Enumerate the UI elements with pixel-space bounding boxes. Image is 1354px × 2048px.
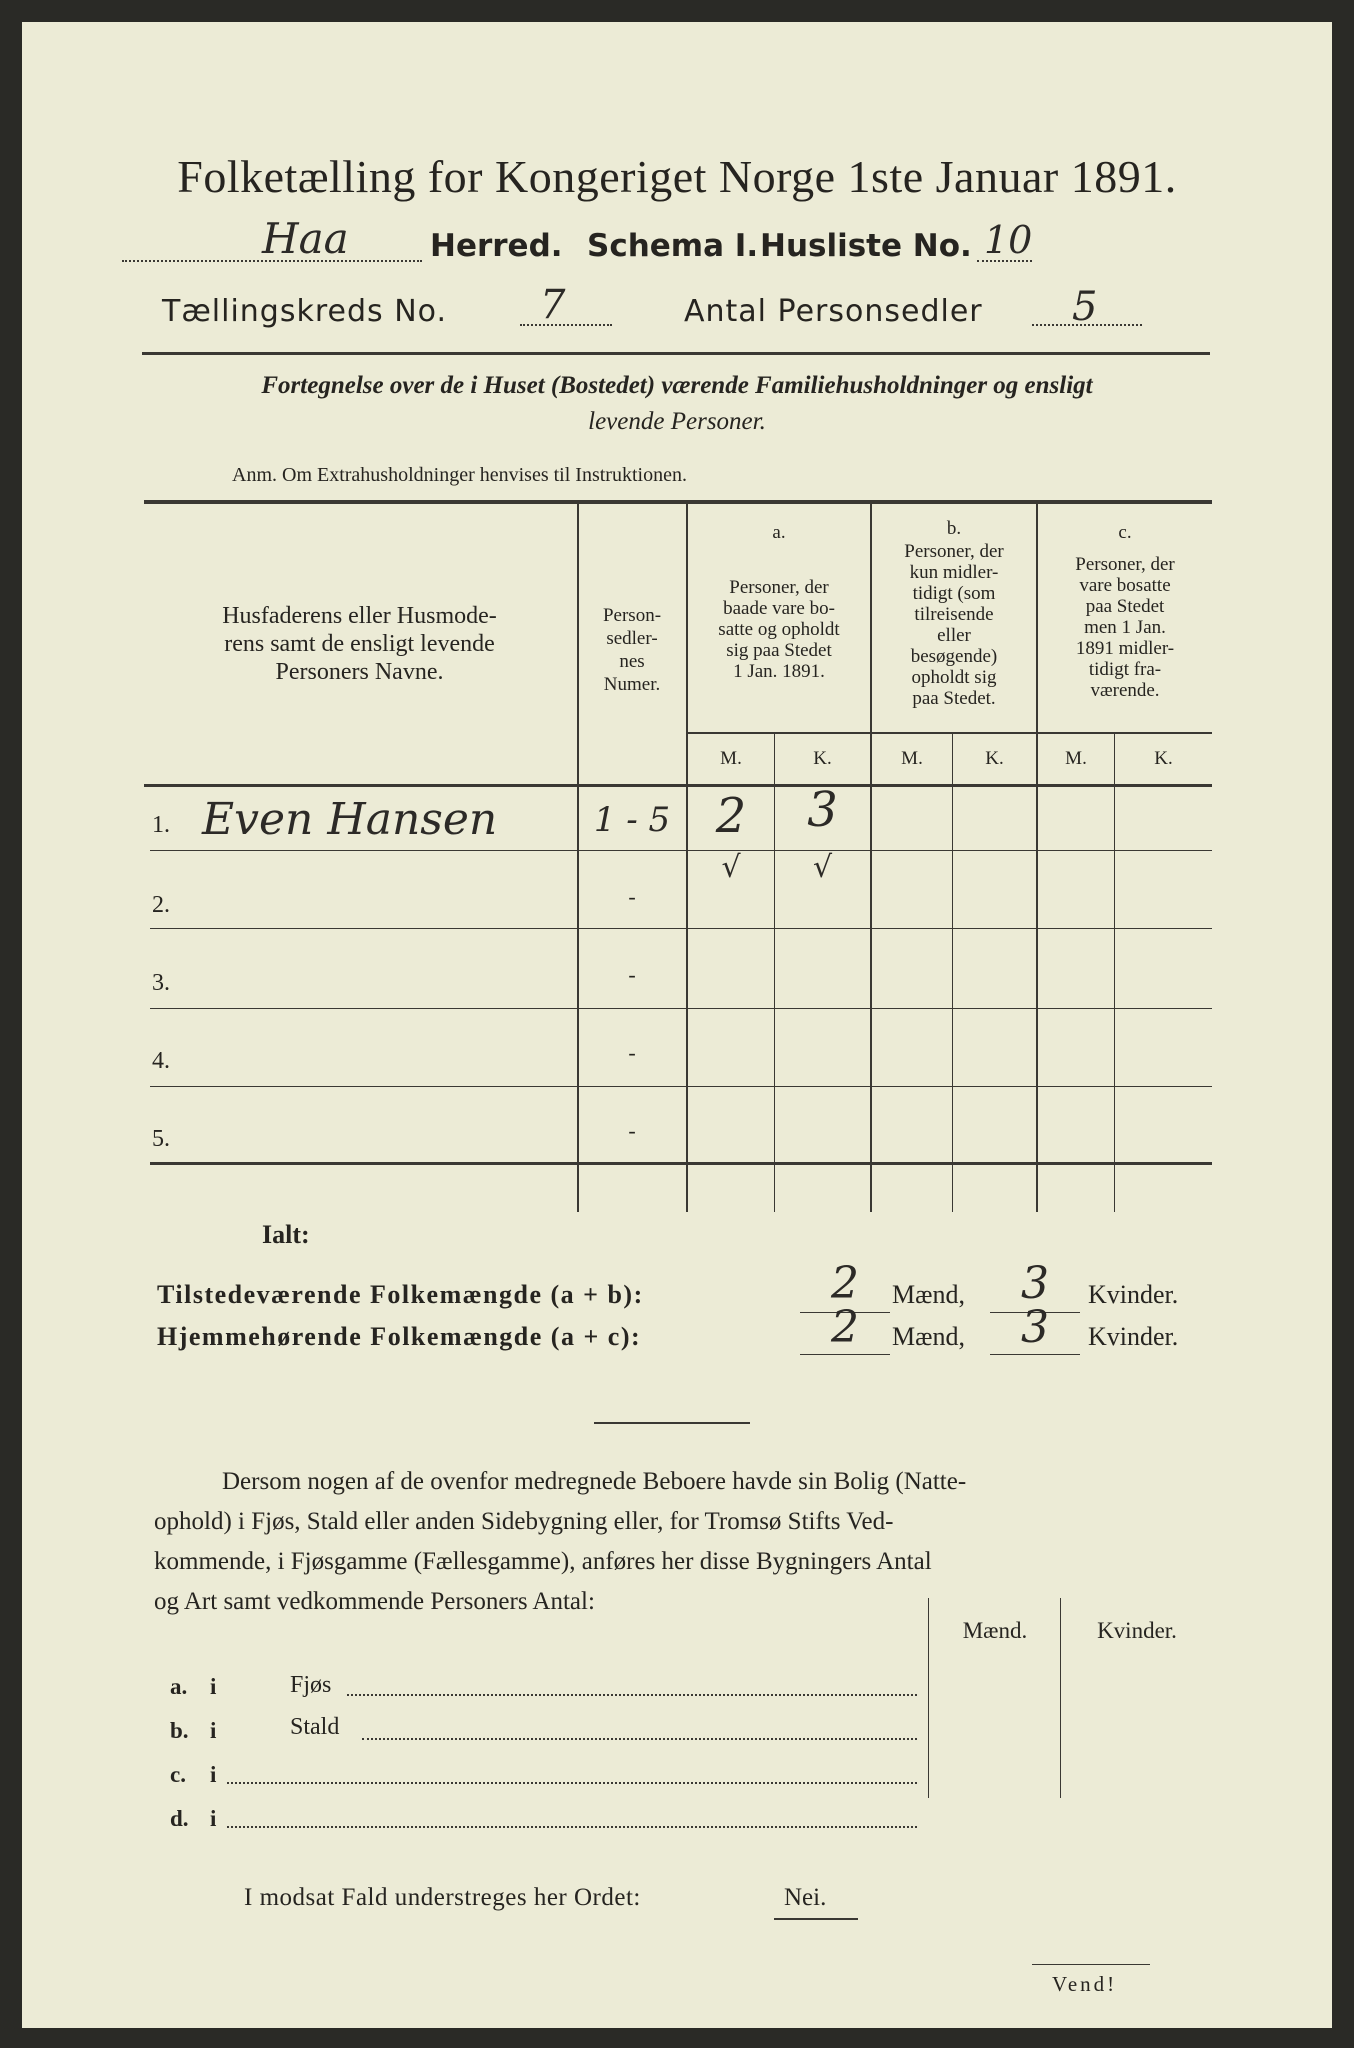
census-form-page [22,22,1332,2028]
col-b-letter: b. [946,518,962,539]
k-label: K. [985,748,1004,769]
k-label: K. [813,748,832,769]
building-letter: d. [170,1806,189,1831]
husliste-label: Husliste No. [760,228,972,264]
buildings-maend-header: Mænd. [962,1618,1028,1643]
building-label: Fjøs [290,1672,332,1698]
hjemme-maend-line [800,1354,890,1355]
paragraph-line: Dersom nogen af de ovenfor medregnede Beboere havde sin Bolig (Natte- [222,1468,967,1495]
row-rule [150,1086,1212,1087]
tilstede-maend: 2 [831,1258,859,1309]
kreds-label: Tællingskreds No. [162,294,447,329]
m-label: M. [1065,748,1087,769]
row-numer: - [628,1118,636,1143]
hjemme-kvinder-line [990,1354,1080,1355]
building-i: i [210,1806,217,1831]
section-separator [594,1422,750,1424]
maend-label: Mænd, [892,1280,965,1309]
row-number: 1. [152,812,170,838]
building-i: i [210,1718,217,1743]
building-letter: b. [170,1718,189,1743]
ialt-label: Ialt: [262,1220,310,1249]
row-name: Even Hansen [202,794,498,845]
col-c-letter: c. [1118,522,1132,543]
antal-value: 5 [1072,284,1098,330]
building-letter: c. [170,1762,186,1787]
col-numer-header: Person- sedler- nes Numer. [602,605,662,695]
col-a-letter: a. [772,522,786,543]
paragraph-line: kommende, i Fjøsgamme (Fællesgamme), anføres her disse Bygningers Antal [154,1548,932,1575]
vend-text: Vend! [1052,1972,1118,1996]
building-dotline [362,1738,917,1740]
mk-rule [686,732,1212,734]
kreds-dotline [520,324,612,326]
vend-rule [1032,1964,1150,1965]
herred-label: Herred. [430,228,563,264]
intro-line2: levende Personer. [588,408,766,435]
kreds-value: 7 [540,282,566,328]
building-dotline [227,1826,917,1828]
col-c-header: Personer, der vare bosatte paa Stedet men 1 Jan. 1891 midler- tidigt fra- værende. [1075,554,1175,701]
building-dotline [227,1782,917,1784]
kvinder-label: Kvinder. [1088,1322,1179,1351]
row-rule [150,928,1212,929]
row-numer: - [628,1040,636,1065]
check-mark: √ [721,850,741,885]
anm-note: Anm. Om Extrahusholdninger henvises til Instruktionen. [232,464,687,486]
kvinder-label: Kvinder. [1088,1280,1179,1309]
husliste-value: 10 [984,218,1033,262]
col-a-header: Personer, der baade vare bo- satte og opholdt sig paa Stedet 1 Jan. 1891. [718,577,840,682]
paragraph-line: ophold) i Fjøs, Stald eller anden Sidebygning eller, for Tromsø Stifts Ved- [154,1508,894,1535]
k-label: K. [1154,748,1173,769]
hjemme-label: Hjemmehørende Folkemængde (a + c): [157,1322,642,1351]
col-names-header: Husfaderens eller Husmode- rens samt de ensligt levende Personers Navne. [222,603,497,685]
row-rule [150,850,1212,851]
tilstede-label: Tilstedeværende Folkemængde (a + b): [157,1280,644,1309]
m-label: M. [720,748,742,769]
herred-value: Haa [262,214,349,263]
row-a-m: 2 [715,788,747,844]
row-numer: - [628,884,636,909]
nei-word: Nei. [784,1884,827,1911]
intro-line1: Fortegnelse over de i Huset (Bostedet) værende Familiehusholdninger og ensligt [261,372,1093,399]
buildings-divider [1060,1598,1061,1798]
maend-label: Mænd, [892,1322,965,1351]
building-dotline [347,1694,917,1696]
row-numer: - [628,962,636,987]
row-rule [150,1008,1212,1009]
header-divider [142,352,1210,355]
row-numer: 1 - 5 [593,800,671,840]
modsat-text: I modsat Fald understreges her Ordet: [244,1884,641,1911]
antal-label: Antal Personsedler [684,294,983,329]
check-mark: √ [812,850,833,885]
building-label: Stald [290,1714,340,1740]
hjemme-kvinder: 3 [1021,1302,1049,1353]
table-top-rule [144,500,1212,504]
tilstede-kvinder: 3 [1021,1258,1049,1309]
schema-label: Schema I. [587,228,759,264]
col-b-header: Personer, der kun midler- tidigt (som tilreisende eller besøgende) opholdt sig paa Stedet. [904,541,1004,709]
paragraph-line: og Art samt vedkommende Personers Antal: [154,1588,595,1615]
building-i: i [210,1762,217,1787]
table-header-rule [144,784,1212,787]
building-i: i [210,1674,217,1699]
buildings-divider [928,1598,929,1798]
mk-divider [1114,734,1115,1212]
building-letter: a. [170,1674,188,1699]
m-label: M. [901,748,923,769]
table-col-divider [577,504,579,1212]
row-number: 4. [152,1048,170,1074]
row-a-k: 3 [807,782,838,838]
table-bottom-rule [150,1162,1212,1165]
mk-divider [952,734,953,1212]
row-number: 3. [152,970,170,996]
buildings-kvinder-header: Kvinder. [1097,1618,1177,1643]
form-title: Folketælling for Kongeriget Norge 1ste Januar 1891. [177,151,1177,202]
hjemme-maend: 2 [831,1302,859,1353]
row-number: 5. [152,1126,170,1152]
row-number: 2. [152,892,170,918]
nei-underline [774,1918,858,1920]
